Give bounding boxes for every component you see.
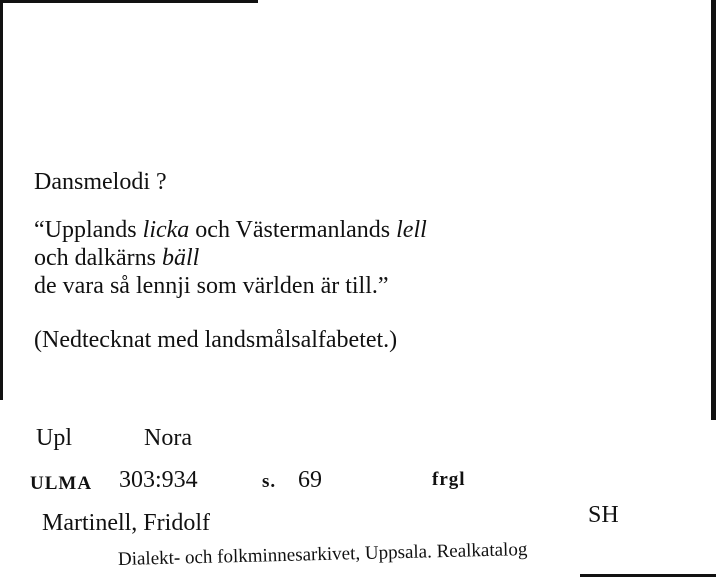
card-edge-top bbox=[0, 0, 258, 3]
archive-number: 303:934 bbox=[119, 467, 198, 493]
collector-name: Martinell, Fridolf bbox=[42, 510, 210, 536]
type-code: frgl bbox=[432, 469, 466, 490]
verse-line-1 bbox=[34, 218, 427, 242]
card-footer: Dialekt- och folkminnesarkivet, Uppsala. Realkatalog bbox=[117, 538, 528, 570]
page-number: 69 bbox=[298, 467, 322, 493]
verse-line-2 bbox=[34, 246, 199, 270]
verse-italic-word: lell bbox=[396, 217, 427, 243]
card-note: (Nedtecknat med landsmålsalfabetet.) bbox=[34, 327, 398, 353]
region-label: Upl bbox=[36, 425, 72, 451]
card-edge-left bbox=[0, 0, 3, 400]
card-edge-right bbox=[711, 0, 716, 420]
card-heading: Dansmelodi ? bbox=[34, 169, 167, 195]
initials: SH bbox=[588, 502, 619, 528]
verse-italic-word: bäll bbox=[161, 245, 200, 271]
verse-italic-word: licka bbox=[142, 217, 190, 243]
page-label: s. bbox=[262, 471, 277, 492]
archive-code: ULMA bbox=[30, 473, 93, 494]
verse-text: “Upplands bbox=[34, 217, 143, 243]
verse-text: och Västermanlands bbox=[189, 217, 397, 243]
place-label: Nora bbox=[144, 425, 192, 451]
card-edge-bottom bbox=[580, 574, 716, 577]
verse-text: och dalkärns bbox=[34, 245, 162, 271]
verse-line-3: de vara så lennji som världen är till.” bbox=[34, 273, 389, 299]
